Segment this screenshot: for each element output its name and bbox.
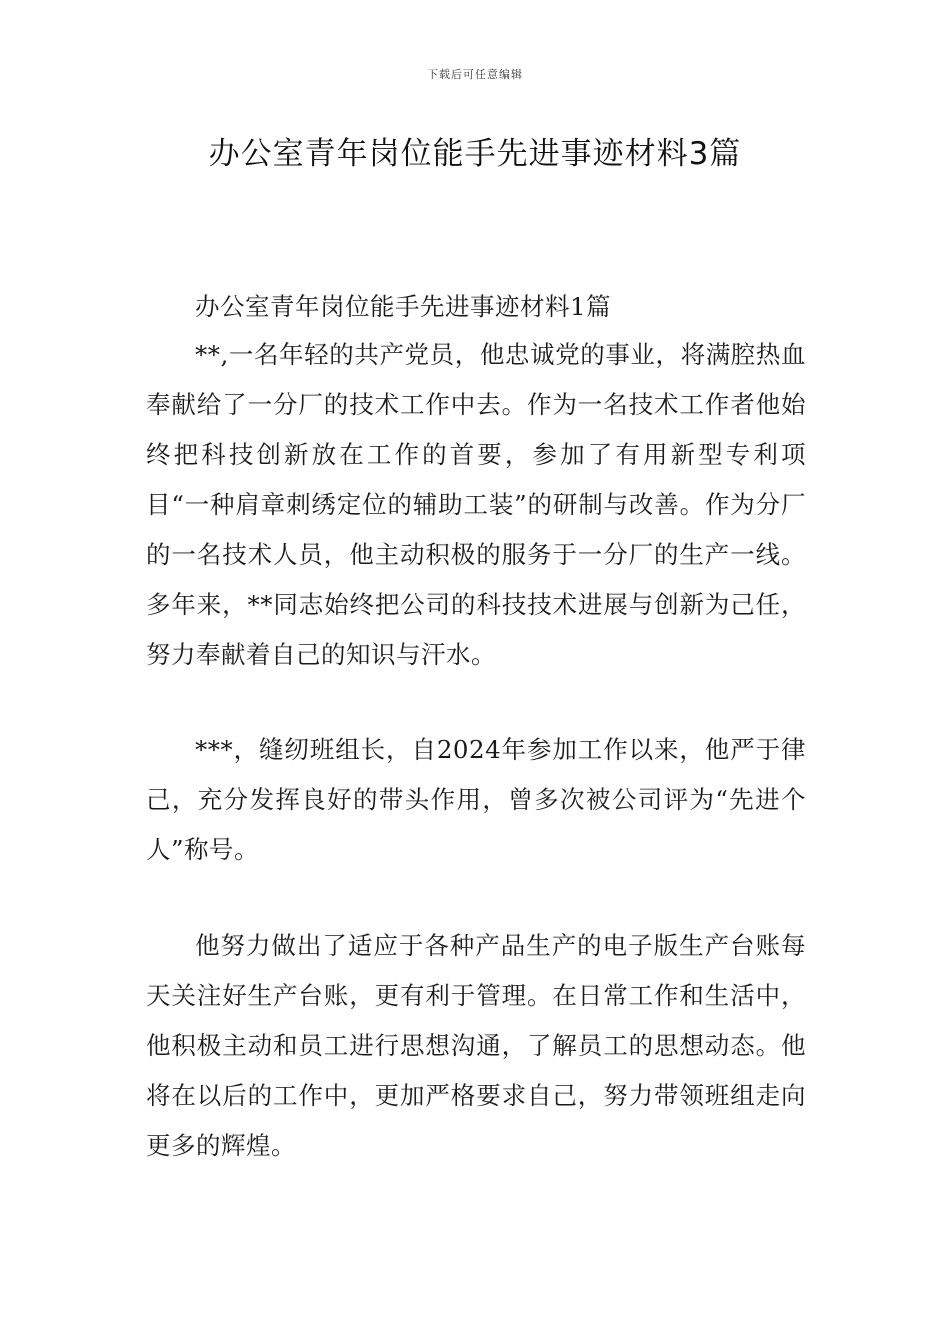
paragraph-3: 他努力做出了适应于各种产品生产的电子版生产台账每天关注好生产台账，更有利于管理。在日常工作和生活中，他积极主动和员工进行思想沟通，了解员工的思想动态。他将在以后的工作中，更加严格要求自己，努力带领班组走向更多的辉煌。 bbox=[146, 931, 806, 1160]
paragraph-2: ***，缝纫班组长，自2024年参加工作以来，他严于律己，充分发挥良好的带头作用，曾多次被公司评为“先进个人”称号。 bbox=[146, 735, 806, 864]
document-title: 办公室青年岗位能手先进事迹材料3篇 bbox=[208, 136, 742, 172]
paragraph-1: **,一名年轻的共产党员，他忠诚党的事业，将满腔热血奉献给了一分厂的技术工作中去。作为一名技术工作者他始终把科技创新放在工作的首要，参加了有用新型专利项目“一种肩章刺绣定位的辅助工装”的研制与改善。作为分厂的一名技术人员，他主动积极的服务于一分厂的生产一线。多年来，**同志始终把公司的科技技术进展与创新为己任，努力奉献着自己的知识与汗水。 bbox=[146, 340, 806, 669]
header-note: 下载后可任意编辑 bbox=[427, 68, 523, 81]
section-heading: 办公室青年岗位能手先进事迹材料1篇 bbox=[195, 292, 612, 321]
